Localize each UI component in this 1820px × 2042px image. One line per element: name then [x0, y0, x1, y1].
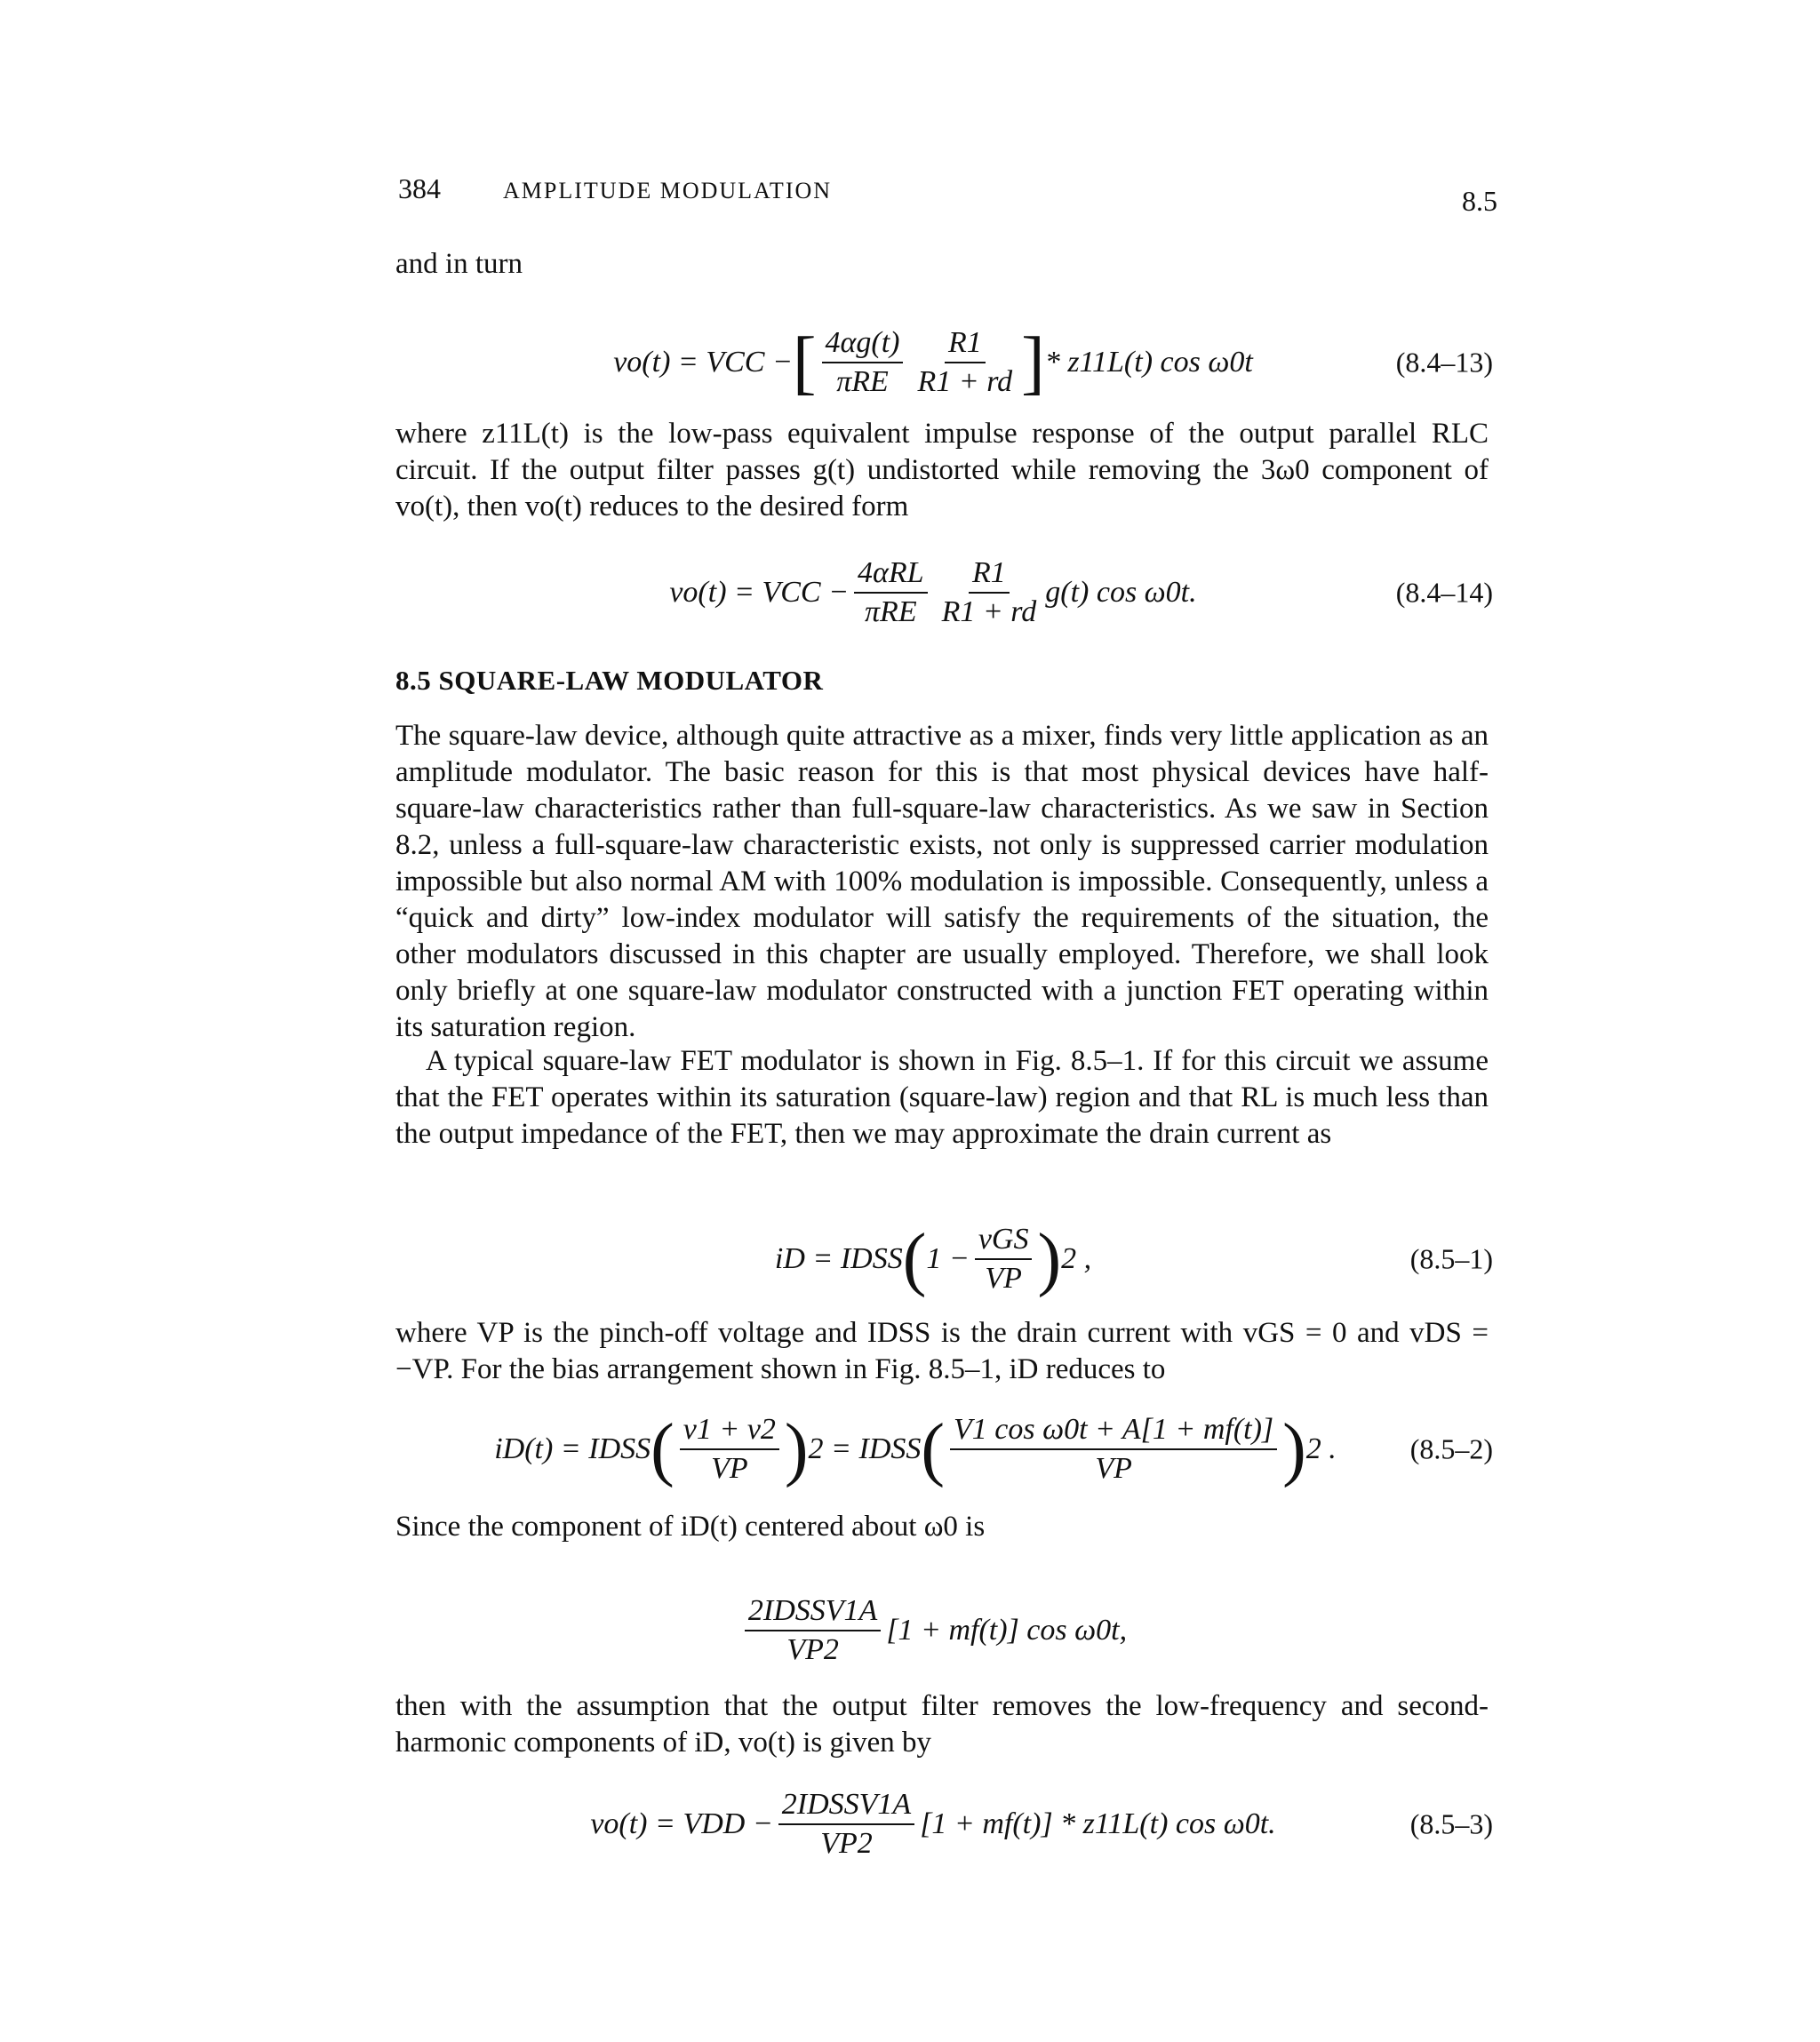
eq-lhs: vo(t) = VCC −: [613, 346, 793, 379]
eq-rest: * z11L(t) cos ω0t: [1044, 346, 1253, 379]
fraction: $\frac{4\alpha g(t)}{\text{πRE}}$: [822, 326, 904, 399]
fraction: $\frac{\text{2IDSSV1A}}{VP2}$: [745, 1594, 881, 1667]
fraction: $\frac{R1}{R1 + rd}$: [941, 556, 1037, 628]
left-paren: (: [902, 1220, 927, 1298]
paragraph-intro: and in turn: [395, 248, 523, 280]
equation-component: $\frac{\text{2IDSSV1A}}{VP2}$ [1 + mf(t)] cos ω0t,: [533, 1582, 1493, 1679]
page-number: 384: [398, 172, 441, 204]
equation-8-4-14: [533, 544, 1493, 642]
paragraph-output-filter: then with the assumption that the output filter removes the low-frequency and second-harmonic components of iD, vo(t) is given by: [395, 1690, 1489, 1759]
equation-8-5-2: iD(t) = IDSS ( $\frac{v1 + v2}{VP}$ ) 2 = IDSS ( $\frac{\text{V1 cos ω0t + A[1 + mf(t)]}}{VP}$ ) 2 . (8.5–2): [494, 1410, 1493, 1488]
equation-8-4-13: [533, 314, 1493, 411]
equation-number: (8.4–14): [1395, 576, 1493, 609]
left-bracket: [: [792, 323, 817, 402]
paragraph-where-z: where z11L(t) is the low-pass equivalent impulse response of the output parallel RLC circuit. If the output filter passes g(t) undistorted while removing the 3ω0 component of vo(t), then vo(t) reduces to the desired form: [395, 418, 1489, 522]
fraction: $\frac{R1}{R1 + rd}$: [917, 326, 1013, 398]
equation-8-5-3: vo(t) = VDD − $\frac{\text{2IDSSV1A}}{VP2}$ [1 + mf(t)] * z11L(t) cos ω0t. (8.5–3): [590, 1788, 1493, 1860]
paragraph-component: Since the component of iD(t) centered about ω0 is: [395, 1511, 986, 1543]
eq-lhs: vo(t) = VDD −: [590, 1807, 773, 1840]
equation-number: (8.4–13): [1395, 346, 1493, 379]
eq-rest: g(t) cos ω0t.: [1045, 576, 1197, 609]
equation-number: (8.5–1): [1409, 1242, 1493, 1275]
right-bracket: ]: [1021, 323, 1045, 402]
section-number: 8.5: [1462, 185, 1497, 217]
eq-lhs: iD = IDSS: [774, 1242, 903, 1275]
fraction: $\frac{\text{V1 cos ω0t + A[1 + mf(t)]}}{VP}$: [950, 1413, 1277, 1486]
fraction: $\frac{\text{2IDSSV1A}}{VP2}$: [778, 1788, 914, 1861]
paragraph-square-law: The square-law device, although quite attractive as a mixer, finds very little application as an amplitude modulator. The basic reason for this is that most physical devices have half-square-law characteristics rather than full-square-law characteristics. As we saw in Section 8.2, unless a full-square-law characteristic exists, not only is suppressed carrier modulation impossible but also normal AM with 100% modulation is impossible. Consequently, unless a “quick and dirty” low-index modulator will satisfy the requirements of the situation, the other modulators discussed in this chapter are usually employed. Therefore, we shall look only briefly at one square-law modulator constructed with a junction FET operating within its saturation region.: [395, 720, 1489, 1043]
paragraph-pinch-off: where VP is the pinch-off voltage and IDSS is the drain current with vGS = 0 and vDS = −VP. For the bias arrangement shown in Fig. 8.5–1, iD reduces to: [395, 1317, 1489, 1385]
fraction: $\frac{v1 + v2}{VP}$: [680, 1413, 779, 1486]
running-title: AMPLITUDE MODULATION: [503, 178, 833, 203]
equation-number: (8.5–2): [1409, 1432, 1493, 1465]
fraction: $\frac{\text{vGS}}{VP}$: [975, 1223, 1033, 1296]
paragraph-fet-modulator: A typical square-law FET modulator is shown in Fig. 8.5–1. If for this circuit we assume that the FET operates within its saturation (square-law) region and that RL is much less than the output impedance of the FET, then we may approximate the drain current as: [395, 1045, 1489, 1150]
equation-number: (8.5–3): [1409, 1807, 1493, 1840]
right-paren: ): [1037, 1220, 1062, 1298]
eq-lhs: vo(t) = VCC −: [669, 576, 850, 609]
equation-8-5-1: iD = IDSS ( 1 − $\frac{\text{vGS}}{VP}$ ) 2 , (8.5–1): [774, 1220, 1493, 1298]
eq-lhs: iD(t) = IDSS: [494, 1432, 651, 1465]
section-heading: 8.5 SQUARE-LAW MODULATOR: [395, 665, 824, 696]
fraction: $\frac{\text{4αRL}}{\text{πRE}}$: [854, 556, 928, 629]
